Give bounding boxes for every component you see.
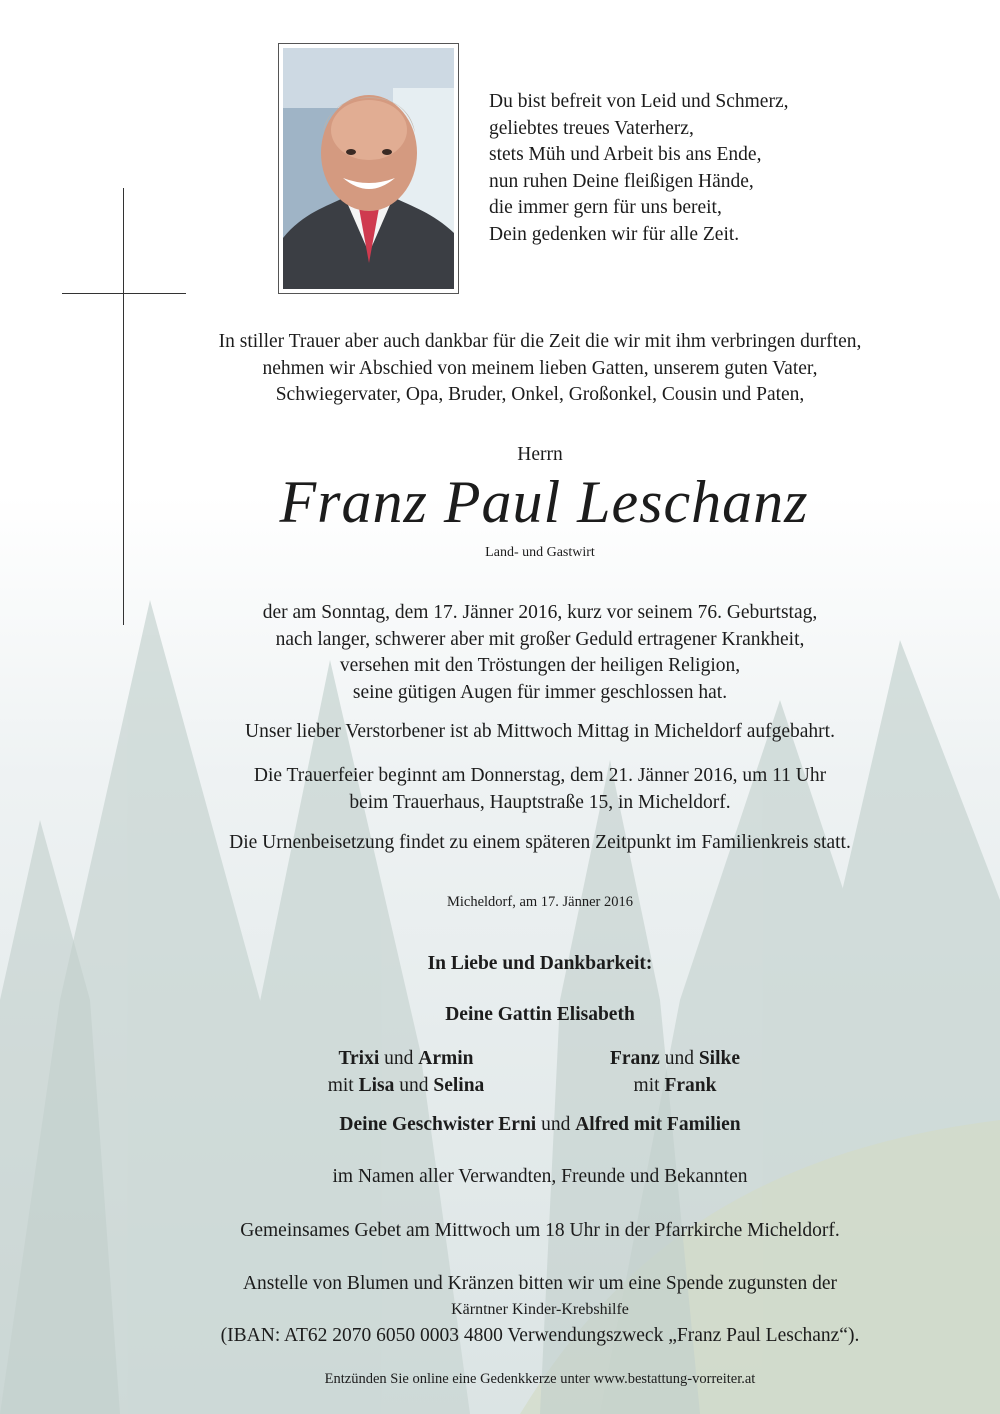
poem-line: Dein gedenken wir für alle Zeit. <box>489 223 740 245</box>
mourner-name: Alfred mit Familien <box>575 1114 741 1135</box>
conjunction: und <box>399 1075 429 1096</box>
portrait-photo <box>278 43 459 294</box>
online-candle-notice: Entzünden Sie online eine Gedenkkerze unter www.bestattung-vorreiter.at <box>324 1371 756 1387</box>
mourner-name: Deine Geschwister Erni <box>339 1114 537 1135</box>
cross-horizontal-bar <box>62 293 186 294</box>
announcement-line: nach langer, schwerer aber mit großer Geduld ertragener Krankheit, <box>275 628 805 650</box>
deceased-name: Franz Paul Leschanz <box>279 469 809 535</box>
intro-line: In stiller Trauer aber auch dankbar für die Zeit die wir mit ihm verbringen durften, <box>218 331 862 352</box>
conjunction: und <box>541 1114 571 1135</box>
ceremony-line: beim Trauerhaus, Hauptstraße 15, in Micheldorf. <box>349 791 731 813</box>
mourner-family-left <box>306 1045 506 1099</box>
announcement-line: seine gütigen Augen für immer geschlossen hat. <box>352 681 728 703</box>
conjunction: mit <box>633 1075 660 1096</box>
mourner-name: Franz <box>609 1048 660 1069</box>
donation-line: Anstelle von Blumen und Kränzen bitten wir um eine Spende zugunsten der <box>242 1273 838 1294</box>
love-heading: In Liebe und Dankbarkeit: <box>427 953 653 974</box>
ceremony-notice <box>40 763 1000 816</box>
poem-line: Du bist befreit von Leid und Schmerz, <box>489 91 789 112</box>
laid-out-notice: Unser lieber Verstorbener ist ab Mittwoch Mittag in Micheldorf aufgebahrt. <box>245 721 835 742</box>
charity-name: Kärntner Kinder-Krebshilfe <box>451 1301 629 1318</box>
donation-notice <box>40 1271 1000 1349</box>
mourner-siblings <box>40 1114 1000 1136</box>
poem-line: nun ruhen Deine fleißigen Hände, <box>489 170 754 192</box>
poem-line: geliebtes treues Vaterherz, <box>489 117 694 139</box>
mourner-name: Lisa <box>358 1075 395 1096</box>
death-announcement <box>40 600 1000 706</box>
mourner-name: Armin <box>418 1048 474 1069</box>
relatives-line: im Namen aller Verwandten, Freunde und Bekannten <box>332 1166 748 1187</box>
mourner-name: Frank <box>664 1075 717 1096</box>
prayer-notice: Gemeinsames Gebet am Mittwoch um 18 Uhr in der Pfarrkirche Micheldorf. <box>240 1220 840 1241</box>
mourner-name: Silke <box>698 1048 740 1069</box>
conjunction: und <box>664 1048 694 1069</box>
mourner-name: Selina <box>433 1075 485 1096</box>
conjunction: und <box>384 1048 414 1069</box>
portrait-image <box>283 48 454 289</box>
mourner-wife: Deine Gattin Elisabeth <box>445 1004 635 1025</box>
iban-line: (IBAN: AT62 2070 6050 0003 4800 Verwendungszweck „Franz Paul Leschanz“). <box>220 1325 860 1346</box>
urn-notice: Die Urnenbeisetzung findet zu einem späteren Zeitpunkt im Familienkreis statt. <box>229 832 851 853</box>
salutation: Herrn <box>517 444 563 465</box>
mourner-family-right <box>575 1045 775 1099</box>
ceremony-line: Die Trauerfeier beginnt am Donnerstag, dem 21. Jänner 2016, um 11 Uhr <box>253 765 827 786</box>
place-date: Micheldorf, am 17. Jänner 2016 <box>446 894 634 910</box>
mourner-name: Trixi <box>338 1048 380 1069</box>
poem-line: die immer gern für uns bereit, <box>489 197 722 219</box>
intro-line: nehmen wir Abschied von meinem lieben Gatten, unserem guten Vater, <box>262 357 818 379</box>
announcement-line: versehen mit den Tröstungen der heiligen Religion, <box>339 655 741 676</box>
conjunction: mit <box>327 1075 354 1096</box>
announcement-line: der am Sonntag, dem 17. Jänner 2016, kurz vor seinem 76. Geburtstag, <box>262 602 818 623</box>
occupation: Land- und Gastwirt <box>485 545 595 560</box>
intro-line: Schwiegervater, Opa, Bruder, Onkel, Großonkel, Cousin und Paten, <box>275 384 805 405</box>
intro-text <box>40 329 1000 409</box>
poem-line: stets Müh und Arbeit bis ans Ende, <box>489 144 762 166</box>
memorial-poem <box>489 89 788 249</box>
